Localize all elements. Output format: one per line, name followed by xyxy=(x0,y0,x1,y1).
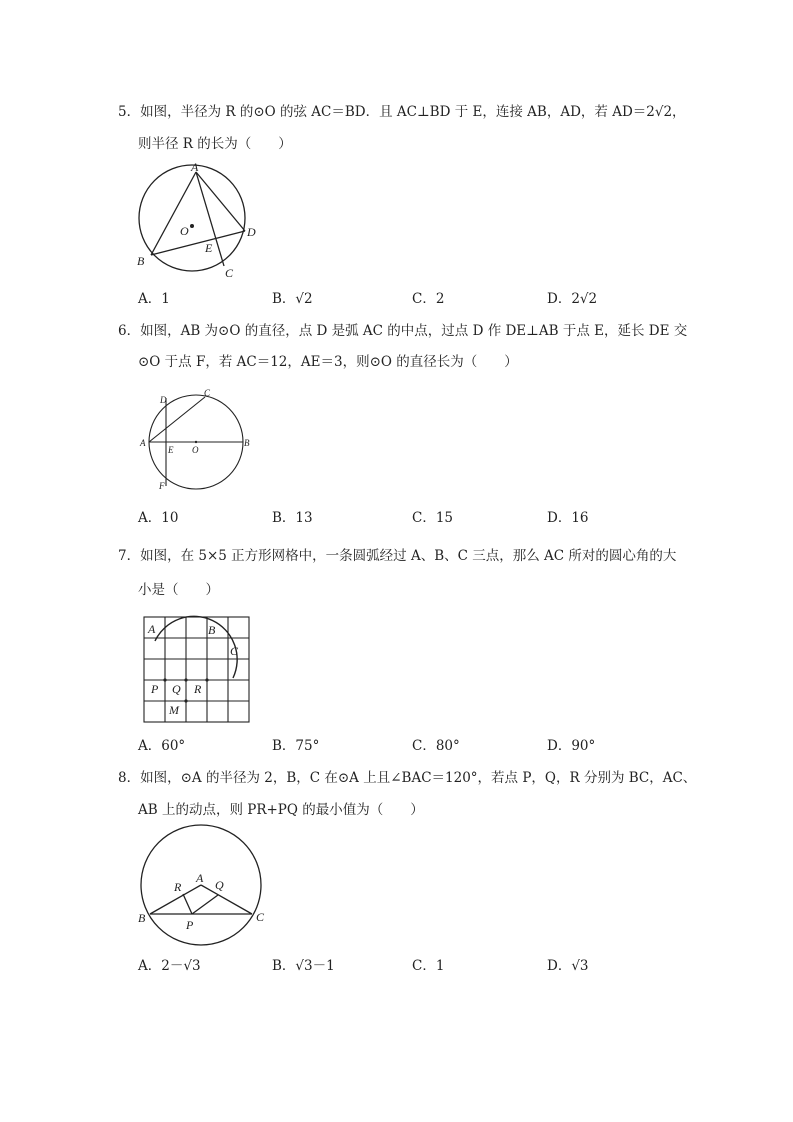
q5-label-b: B xyxy=(137,254,145,268)
q7-option-c[interactable]: C．80° xyxy=(412,738,460,754)
q8-option-d[interactable]: D．√3 xyxy=(547,958,589,974)
q5-circle xyxy=(139,165,245,271)
q7-point-r xyxy=(205,678,208,681)
q8-option-c[interactable]: C．1 xyxy=(412,958,445,974)
q5-option-d[interactable]: D．2√2 xyxy=(547,291,598,307)
q8-label-a: A xyxy=(196,871,204,885)
q8-label-q: Q xyxy=(215,878,224,892)
q7-option-b[interactable]: B．75° xyxy=(272,738,320,754)
q7-text-line2: 小是（ ） xyxy=(138,582,219,598)
q8-segment-pq xyxy=(192,895,218,914)
q8-segment-ac xyxy=(201,885,252,914)
q6-label-a: A xyxy=(140,438,146,448)
q6-label-f: F xyxy=(159,481,165,491)
q8-option-b[interactable]: B．√3－1 xyxy=(272,958,335,974)
q7-label-a: A xyxy=(148,622,156,636)
q5-segment-bd xyxy=(151,231,245,255)
q8-option-a[interactable]: A．2－√3 xyxy=(138,958,201,974)
q8-label-p: P xyxy=(186,918,194,932)
q6-option-a[interactable]: A．10 xyxy=(138,510,179,526)
q8-text-line2: AB 上的动点，则 PR+PQ 的最小值为（ ） xyxy=(138,802,424,818)
q7-arc-ac xyxy=(155,616,237,678)
q7-label-b: B xyxy=(208,623,216,637)
q7-option-a[interactable]: A．60° xyxy=(138,738,186,754)
q8-label-r: R xyxy=(174,880,182,894)
q7-label-p: P xyxy=(151,682,159,696)
q7-label-m: M xyxy=(169,703,179,717)
q6-label-c: C xyxy=(204,388,211,398)
q7-label-q: Q xyxy=(172,682,181,696)
q6-label-b: B xyxy=(244,438,250,448)
q5-text-line1: 5．如图，半径为 R 的⊙O 的弦 AC＝BD．且 AC⊥BD 于 E，连接 AB，AD，若 AD＝2√2， xyxy=(118,104,686,120)
q5-segment-ad xyxy=(196,172,245,231)
q6-option-d[interactable]: D．16 xyxy=(547,510,589,526)
q8-segment-pr xyxy=(183,894,192,914)
q6-label-d: D xyxy=(160,395,167,405)
q6-label-e: E xyxy=(168,445,174,455)
q5-label-o: O xyxy=(180,224,189,238)
q8-figure xyxy=(134,824,274,949)
q5-option-c[interactable]: C．2 xyxy=(412,291,445,307)
q7-text-line1: 7．如图，在 5×5 正方形网格中，一条圆弧经过 A、B、C 三点，那么 AC 所对的圆心角的大 xyxy=(118,548,677,564)
q5-label-a: A xyxy=(191,160,199,174)
q6-option-b[interactable]: B．13 xyxy=(272,510,313,526)
q5-option-b[interactable]: B．√2 xyxy=(272,291,313,307)
q5-label-d: D xyxy=(247,225,256,239)
q7-point-q xyxy=(184,678,187,681)
q8-label-b: B xyxy=(138,911,146,925)
q5-label-e: E xyxy=(205,241,213,255)
q7-point-p xyxy=(163,678,166,681)
q7-option-d[interactable]: D．90° xyxy=(547,738,596,754)
q8-text-line1: 8．如图，⊙A 的半径为 2，B，C 在⊙A 上且∠BAC＝120°，若点 P，Q，R 分别为 BC，AC、 xyxy=(118,770,697,786)
q6-option-c[interactable]: C．15 xyxy=(412,510,454,526)
q6-center-dot xyxy=(195,441,197,443)
q5-figure xyxy=(130,158,270,283)
q6-chord-ac xyxy=(149,397,205,442)
q6-text-line2: ⊙O 于点 F，若 AC＝12，AE＝3，则⊙O 的直径长为（ ） xyxy=(138,354,518,370)
q6-text-line1: 6．如图，AB 为⊙O 的直径，点 D 是弧 AC 的中点，过点 D 作 DE⊥AB 于点 E，延长 DE 交 xyxy=(118,323,688,339)
q5-label-c: C xyxy=(225,266,234,280)
q7-label-c: C xyxy=(230,644,239,658)
q7-figure xyxy=(140,614,252,724)
q5-text-line2: 则半径 R 的长为（ ） xyxy=(138,136,292,152)
q5-segment-ab xyxy=(151,172,196,255)
q5-option-a[interactable]: A．1 xyxy=(138,291,170,307)
q6-label-o: O xyxy=(192,445,199,455)
q7-label-r: R xyxy=(194,682,202,696)
q8-label-c: C xyxy=(256,910,265,924)
q5-center-dot xyxy=(190,224,194,228)
q7-point-m xyxy=(184,699,187,702)
q6-figure xyxy=(138,384,258,494)
